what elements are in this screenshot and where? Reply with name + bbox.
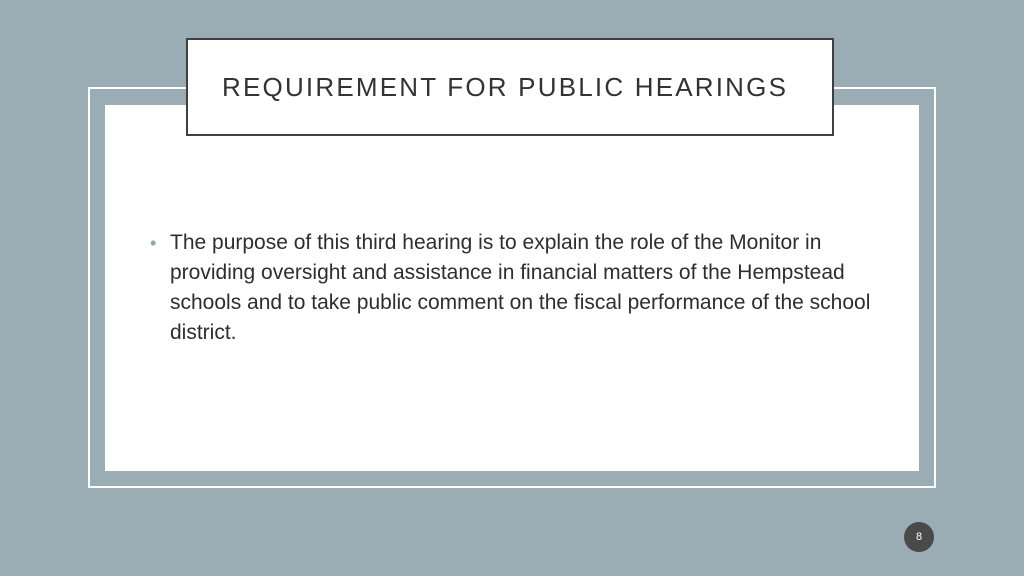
slide-title: REQUIREMENT FOR PUBLIC HEARINGS xyxy=(222,71,789,102)
bullet-icon: • xyxy=(150,233,157,253)
bullet-text: The purpose of this third hearing is to explain the role of the Monitor in providing oversight and assistance in financial matters of the Hempstead schools and to take public comment on the fiscal performance of the school district. xyxy=(170,231,871,344)
title-box xyxy=(186,38,834,136)
bullet-item xyxy=(150,228,880,348)
page-number-badge: 8 xyxy=(904,522,934,552)
bullet-list xyxy=(150,228,880,348)
